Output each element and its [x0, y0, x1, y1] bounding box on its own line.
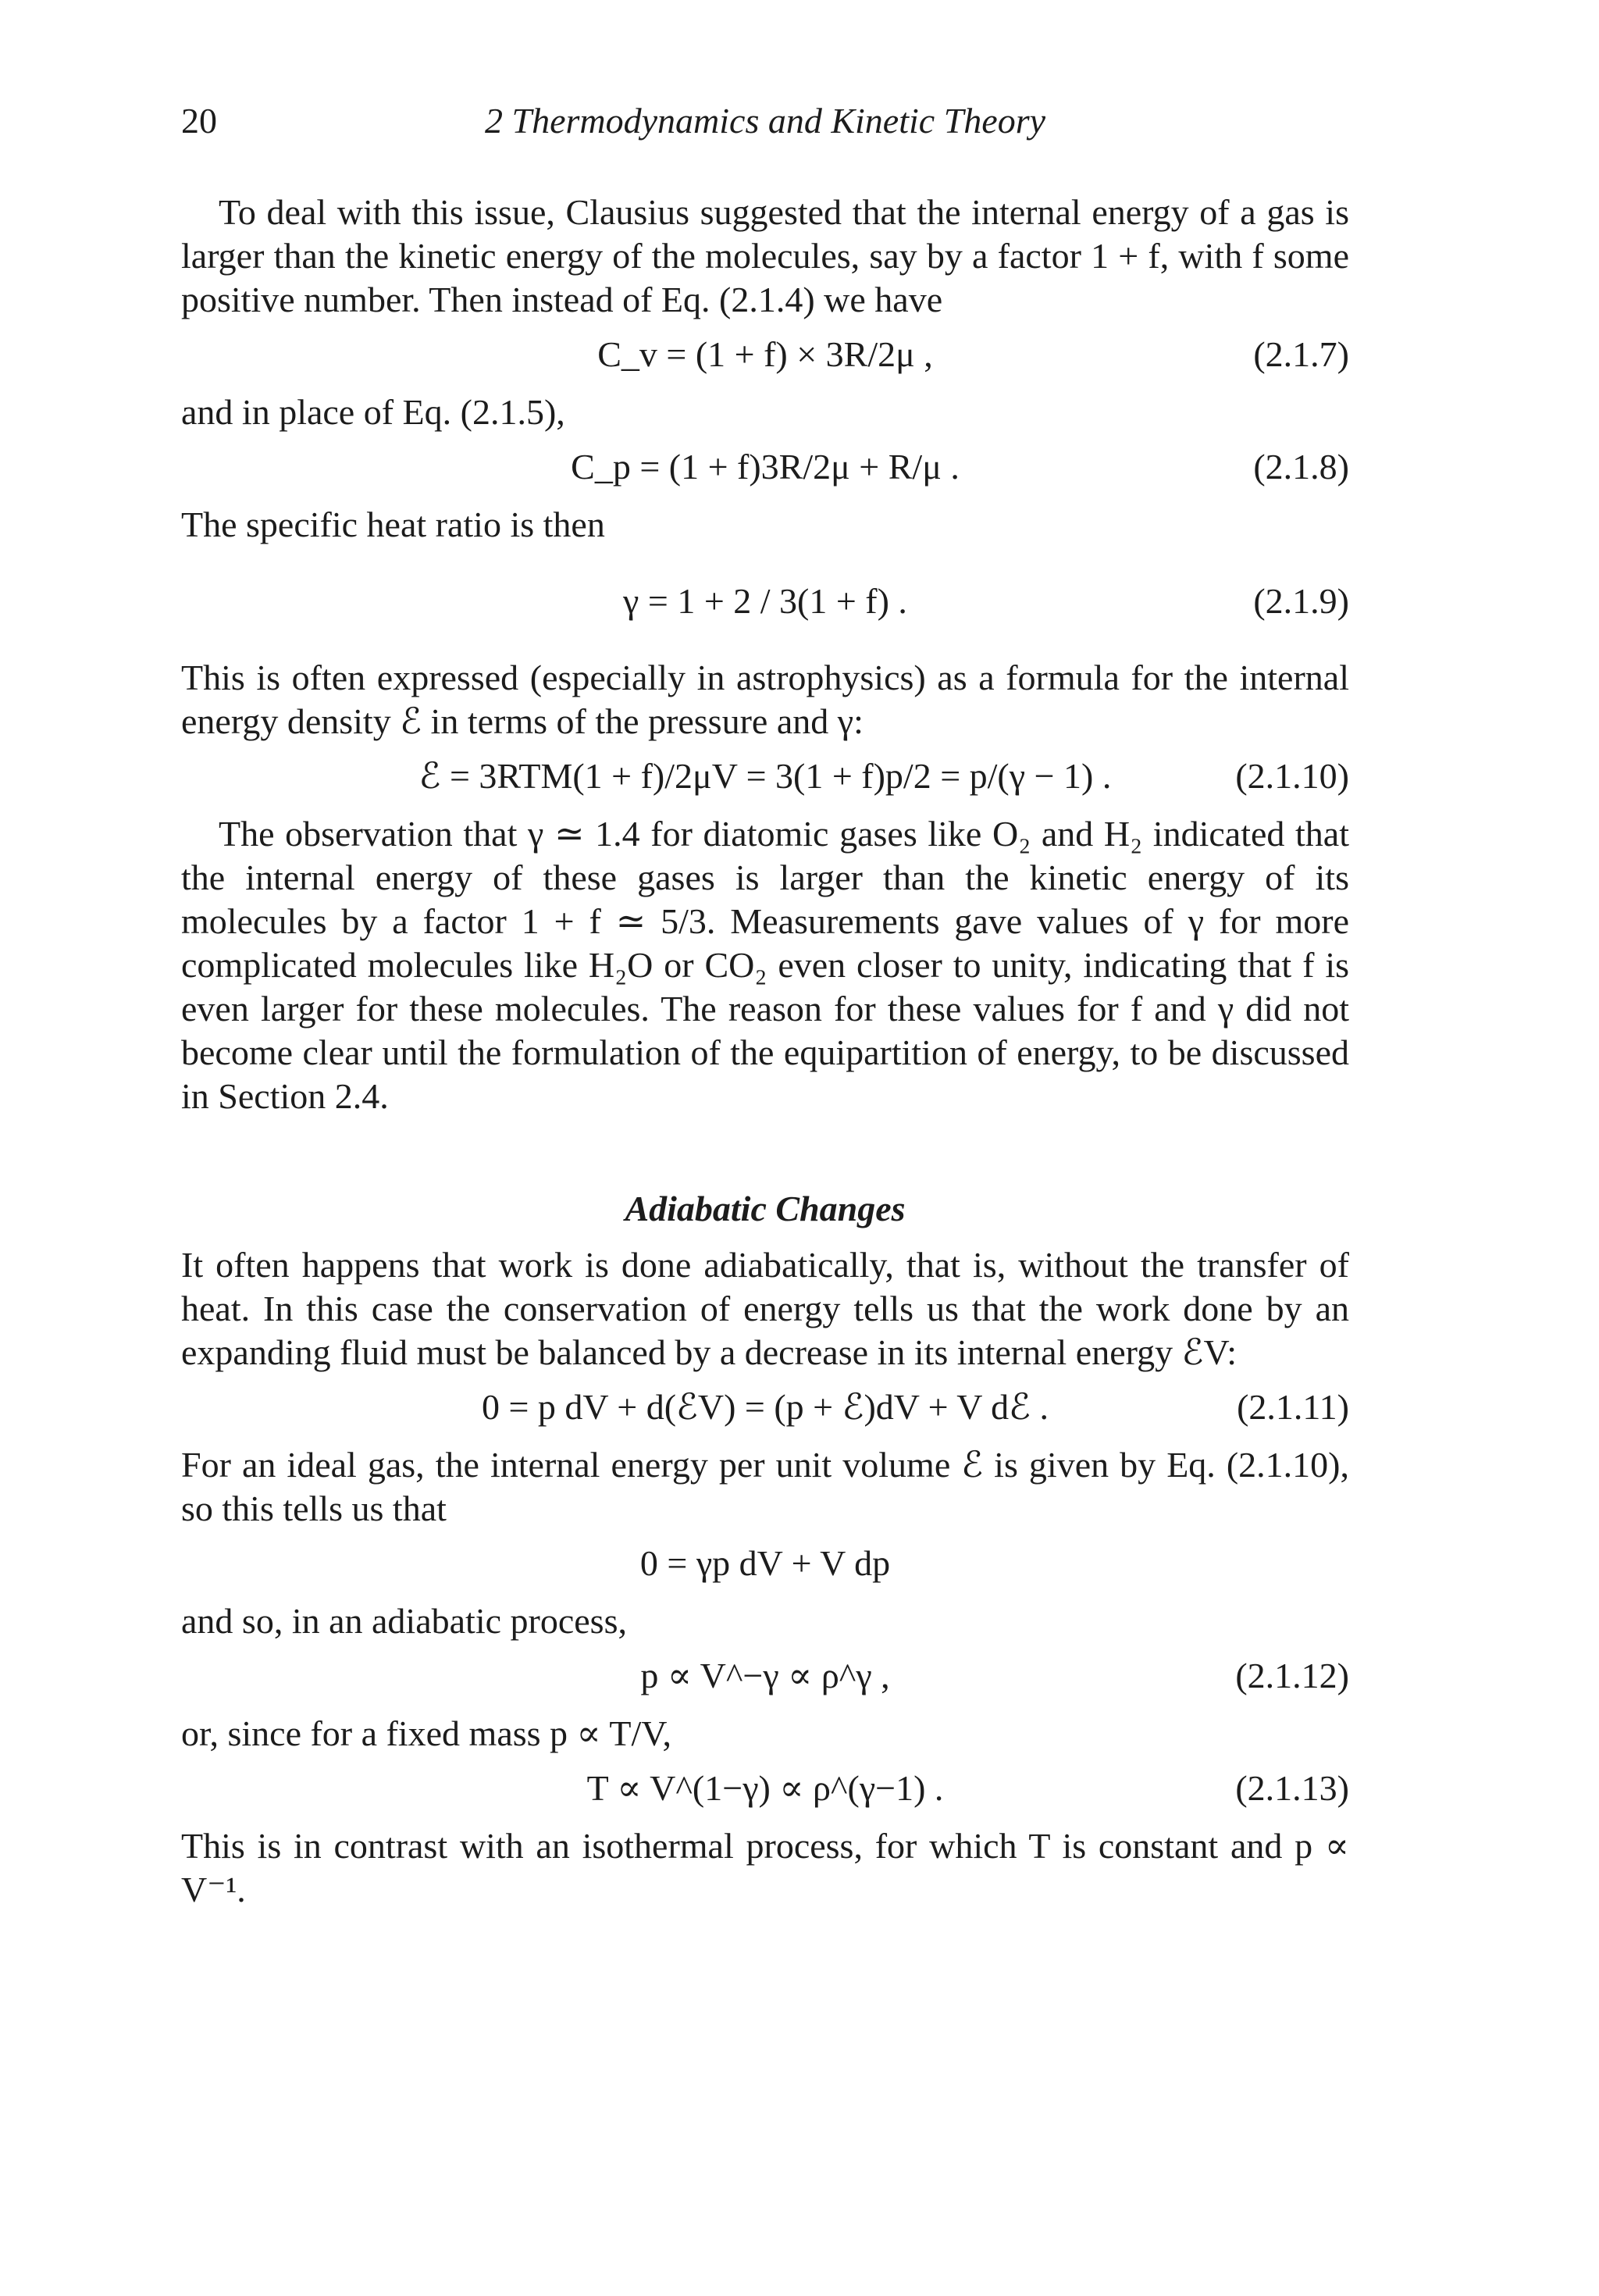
- equation-math: 0 = γp dV + V dp: [639, 1543, 891, 1583]
- page-body: [181, 191, 1349, 1912]
- paragraph-in-place: and in place of Eq. (2.1.5),: [181, 392, 565, 432]
- equation-number: (2.1.12): [1235, 1656, 1349, 1695]
- paragraph-clausius: To deal with this issue, Clausius suggested that the internal energy of a gas is larger than the kinetic energy of the molecules, say by a factor 1 + f, with f some positive number. Then instead of Eq. (2.1.4) we have: [181, 192, 1349, 319]
- equation-math: T ∝ V^(1−γ) ∝ ρ^(γ−1) .: [586, 1768, 944, 1808]
- paragraph-fixed-mass: or, since for a fixed mass p ∝ T/V,: [181, 1713, 672, 1753]
- equation-math: C_v = (1 + f) × 3R/2μ ,: [597, 334, 933, 374]
- paragraph-adiabatic: It often happens that work is done adiabatically, that is, without the transfer of heat. In this case the conservation of energy tells us that the work done by an expanding fluid must be balanced by a decrease in its internal energy ℰV:: [181, 1245, 1349, 1372]
- paragraph-specific-heat-ratio: The specific heat ratio is then: [181, 504, 605, 544]
- paragraph-observation: The observation that γ ≃ 1.4 for diatomic gases like O₂ and H₂ indicated that the internal energy of these gases is larger than the kinetic energy of its molecules by a factor 1 + f ≃ 5/3. Measurements gave values of γ for more complicated molecules like H₂O or CO₂ even closer to unity, indicating that f is even larger for these molecules. The reason for these values for f and γ did not become clear until the formulation of the equipartition of energy, to be discussed in Section 2.4.: [181, 814, 1349, 1116]
- equation-number: (2.1.8): [1253, 447, 1349, 487]
- equation-number: (2.1.10): [1235, 756, 1349, 796]
- equation-math: C_p = (1 + f)3R/2μ + R/μ .: [571, 447, 960, 487]
- paragraph-adiabatic-process: and so, in an adiabatic process,: [181, 1601, 627, 1641]
- equation-number: (2.1.11): [1237, 1387, 1349, 1427]
- paragraph-ideal-gas: For an ideal gas, the internal energy per unit volume ℰ is given by Eq. (2.1.10), so this tells us that: [181, 1445, 1349, 1528]
- page-header: [181, 100, 1349, 147]
- equation-2-1-9: [181, 547, 1349, 656]
- equation-number: (2.1.9): [1253, 581, 1349, 621]
- equation-math: 0 = p dV + d(ℰV) = (p + ℰ)dV + V dℰ .: [481, 1387, 1049, 1427]
- page-number: 20: [181, 101, 217, 141]
- equation-math: γ = 1 + 2 / 3(1 + f) .: [623, 581, 907, 621]
- equation-2-1-7: [181, 322, 1349, 390]
- paragraph-isothermal: This is in contrast with an isothermal process, for which T is constant and p ∝ V⁻¹.: [181, 1826, 1349, 1909]
- equation-2-1-8: [181, 434, 1349, 503]
- equation-2-1-10: [181, 743, 1349, 812]
- equation-number: (2.1.13): [1235, 1768, 1349, 1808]
- equation-2-1-11: [181, 1374, 1349, 1443]
- equation-2-1-12: [181, 1643, 1349, 1712]
- paragraph-energy-density: This is often expressed (especially in astrophysics) as a formula for the internal energy density ℰ in terms of the pressure and γ:: [181, 658, 1349, 741]
- equation-number: (2.1.7): [1253, 334, 1349, 374]
- equation-math: ℰ = 3RTM(1 + f)/2μV = 3(1 + f)p/2 = p/(γ − 1) .: [418, 756, 1112, 796]
- equation-math: p ∝ V^−γ ∝ ρ^γ ,: [640, 1656, 890, 1695]
- equation-unnumbered: [181, 1531, 1349, 1599]
- running-title: 2 Thermodynamics and Kinetic Theory: [484, 101, 1046, 141]
- section-title: Adiabatic Changes: [625, 1189, 906, 1228]
- equation-2-1-13: [181, 1756, 1349, 1824]
